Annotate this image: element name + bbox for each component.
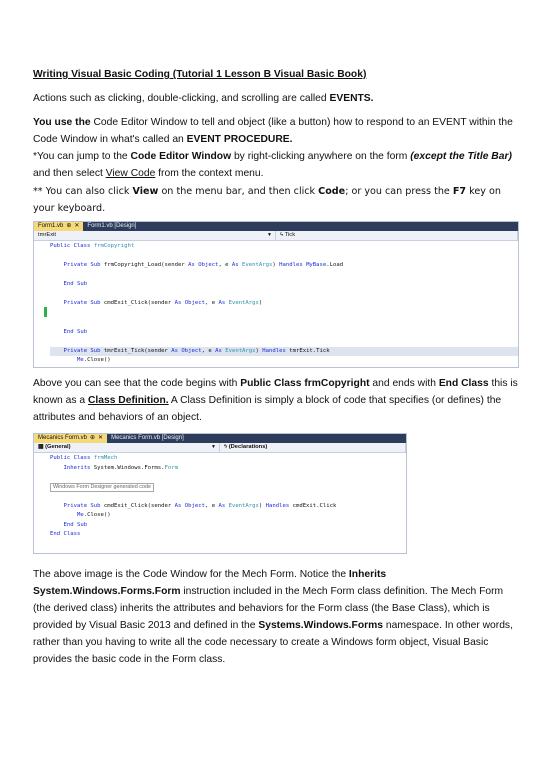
text: ; or you can press the [345, 186, 453, 197]
code-area[interactable] [34, 453, 406, 540]
paragraph-inherits [33, 566, 519, 668]
change-indicator [44, 307, 47, 317]
code-area[interactable] [34, 241, 518, 368]
close-icon[interactable]: ✕ [98, 435, 104, 441]
code-line [50, 290, 518, 300]
editor-tab-mecanics-form-vb[interactable] [34, 434, 107, 443]
object-dropdown-value: (General) [45, 444, 71, 450]
code-line: Me.Close() [76, 357, 111, 363]
code-line [50, 473, 406, 483]
text: on the menu bar, and then click [158, 186, 319, 197]
event-dropdown-value: Tick [284, 232, 296, 238]
code-line: Private Sub frmCopyright_Load(sender As Object, e As EventArgs) Handles MyBase.Load [63, 262, 344, 268]
bold-text: Inherits System.Windows.Forms.Form [33, 569, 387, 597]
bold-text: You use the [33, 117, 91, 128]
code-line [50, 318, 518, 328]
close-icon[interactable]: ✕ [74, 223, 80, 229]
document-heading: Writing Visual Basic Coding (Tutorial 1 Lesson B Visual Basic Book) [33, 69, 367, 80]
code-line: Public Class frmCopyright [50, 243, 135, 249]
paragraph-jump-to-editor [33, 148, 519, 182]
code-line [50, 309, 518, 319]
lightning-icon: ϟ [280, 232, 285, 238]
paragraph-events [33, 90, 519, 107]
editor-tab-form1-design[interactable] [83, 222, 140, 231]
editor-navigation-bar [34, 443, 406, 453]
class-icon: ▦ [38, 444, 46, 450]
bold-italic-text: (except the Title Bar) [410, 151, 512, 162]
code-editor-screenshot-1 [33, 221, 519, 368]
editor-tab-form1-vb[interactable] [34, 222, 83, 231]
text: from the context menu. [155, 168, 264, 179]
chevron-down-icon[interactable]: ▼ [211, 444, 216, 450]
code-line: Public Class frmMech [50, 455, 118, 461]
code-line: End Sub [63, 281, 88, 287]
code-line [50, 366, 518, 369]
code-line [50, 492, 406, 502]
event-dropdown[interactable] [220, 443, 406, 452]
code-line: Private Sub tmrExit_Tick(sender As Object, e As EventArgs) Handles tmrExit.Tick [50, 347, 518, 357]
bold-text: Code [318, 186, 346, 197]
editor-tab-bar [34, 222, 518, 231]
tab-label: Mecanics Form.vb [Design] [111, 435, 184, 441]
text: Above you can see that the code begins with [33, 378, 241, 389]
object-dropdown[interactable] [34, 231, 276, 240]
chevron-down-icon[interactable]: ▼ [267, 232, 272, 238]
text: ** You can also click [33, 186, 133, 197]
underlined-text: View Code [105, 168, 156, 179]
tab-label: Mecanics Form.vb [38, 435, 88, 441]
editor-tab-mecanics-form-design[interactable] [107, 434, 188, 443]
object-dropdown[interactable] [34, 443, 220, 452]
code-line [50, 252, 518, 262]
pin-icon[interactable]: ⊕ [66, 223, 72, 229]
code-editor-screenshot-2 [33, 433, 407, 554]
code-line: Inherits System.Windows.Forms.Form [63, 464, 179, 471]
lightning-icon: ϟ [224, 444, 229, 450]
text: A Class Definition is simply a block of code that specifies (or defines) the attributes and behaviors of an object. [33, 395, 502, 423]
object-dropdown-value: tmrExit [38, 232, 57, 238]
paragraph-view-code [33, 183, 519, 217]
bold-underlined-text: Class Definition. [87, 395, 169, 406]
tab-label: Form1.vb [Design] [87, 223, 137, 229]
bold-text: Public Class frmCopyright [240, 378, 370, 389]
text: instruction included in the Mech Form class definition. The Mech Form (the derived class) inherits the attributes and behaviors for the Form class (the Base Class), which is provided by Visual Basic 2013 and defined in the [33, 586, 504, 631]
tab-label: Form1.vb [38, 223, 64, 229]
code-line: Private Sub cmdExit_Click(sender As Object, e As EventArgs) Handles cmdExit.Click [63, 502, 337, 509]
text: and then select [33, 168, 106, 179]
code-line [50, 337, 518, 347]
text: this is known as a [33, 378, 518, 406]
code-line [50, 483, 406, 493]
event-dropdown-value: (Declarations) [228, 444, 268, 450]
bold-text: EVENT PROCEDURE. [186, 134, 293, 145]
text: by right-clicking anywhere on the form [231, 151, 411, 162]
code-line: End Sub [63, 328, 88, 335]
paragraph-class-definition [33, 375, 519, 426]
bold-text: EVENTS. [329, 93, 374, 104]
text: namespace. In other words, rather than you having to write all the code necessary to create a Windows form object, Visual Basic provides the basic code in the Form class. [33, 620, 513, 665]
text: *You can jump to the [33, 151, 131, 162]
code-line: End Sub [63, 521, 88, 528]
code-line: End Class [50, 531, 81, 537]
code-line: Me.Close() [76, 512, 111, 518]
paragraph-code-editor [33, 114, 519, 148]
text: Actions such as clicking, double-clicking, and scrolling are called [33, 93, 330, 104]
code-line [50, 271, 518, 281]
bold-text: Systems.Windows.Forms [258, 620, 384, 631]
editor-navigation-bar [34, 231, 518, 241]
collapsed-region[interactable]: Windows Form Designer generated code [50, 483, 154, 492]
text: Code Editor Window to tell and object (like a button) how to respond to an EVENT within the Code Window in what's called an [33, 117, 513, 145]
text: and ends with [369, 378, 439, 389]
event-dropdown[interactable] [276, 231, 518, 240]
bold-text: End Class [438, 378, 489, 389]
editor-tab-bar [34, 434, 406, 443]
pin-icon[interactable]: ⊕ [90, 435, 96, 441]
bold-text: F7 [452, 186, 467, 197]
bold-text: Code Editor Window [130, 151, 232, 162]
text: The above image is the Code Window for the Mech Form. Notice the [33, 569, 349, 580]
text: key on your keyboard. [33, 186, 501, 214]
bold-text: View [132, 186, 159, 197]
code-line: Private Sub cmdExit_Click(sender As Object, e As EventArgs) [63, 300, 263, 306]
